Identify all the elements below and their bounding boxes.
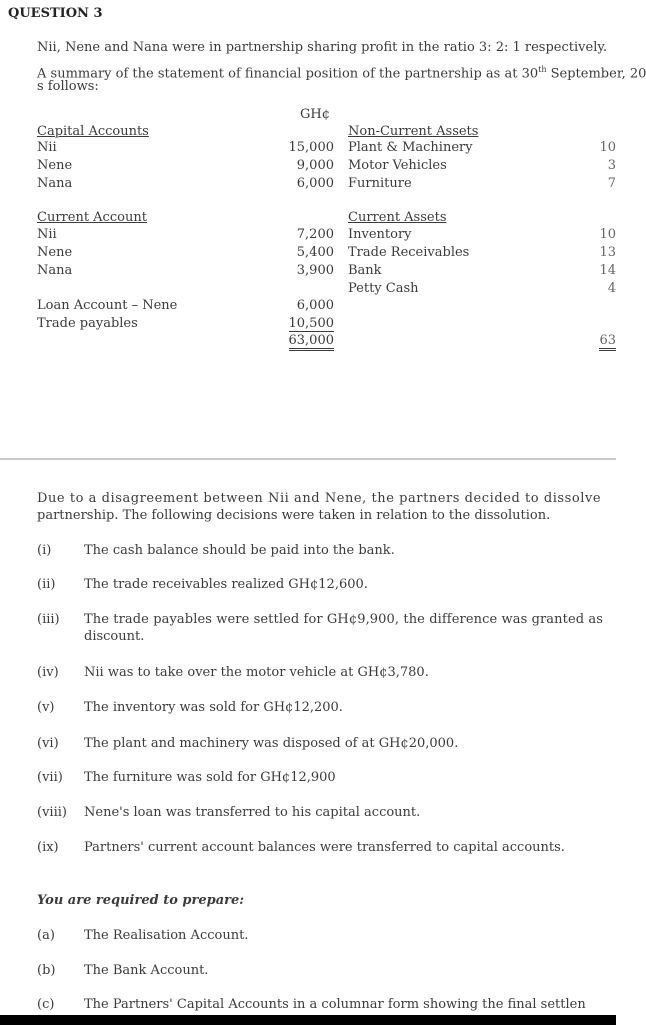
- current-name-nii: Nii: [37, 227, 57, 242]
- loan-account-label: Loan Account – Nene: [37, 298, 178, 313]
- intro-line-3: s follows:: [37, 79, 99, 94]
- current-assets-heading: Current Assets: [348, 210, 447, 225]
- trade-payables-amount: 10,500: [288, 316, 334, 331]
- capital-accounts-heading: Capital Accounts: [37, 124, 149, 139]
- ca-bank: Bank: [348, 263, 382, 278]
- item-text-vii: The furniture was sold for GH¢12,900: [84, 770, 336, 785]
- ca-receivables-amount: 13: [599, 245, 616, 260]
- nca-motor-vehicles: Motor Vehicles: [348, 158, 447, 173]
- non-current-assets-heading: Non-Current Assets: [348, 124, 479, 139]
- dissolution-intro-2: partnership. The following decisions were taken in relation to the dissolution.: [37, 508, 551, 523]
- currency-header: GH¢: [300, 107, 330, 122]
- item-text-viii: Nene's loan was transferred to his capital account.: [84, 805, 421, 820]
- intro-line-1: Nii, Nene and Nana were in partnership sharing profit in the ratio 3: 2: 1 respectively.: [37, 40, 608, 55]
- required-num-a: (a): [37, 928, 55, 943]
- item-text-i: The cash balance should be paid into the bank.: [84, 543, 395, 558]
- item-text-ix: Partners' current account balances were transferred to capital accounts.: [84, 840, 565, 855]
- total-liabilities: 63,000: [264, 333, 334, 348]
- item-text-v: The inventory was sold for GH¢12,200.: [84, 700, 343, 715]
- nca-plant-amount: 10: [599, 140, 616, 155]
- capital-amount-nana: 6,000: [296, 176, 334, 191]
- ca-inventory: Inventory: [348, 227, 412, 242]
- statement-section: [0, 0, 646, 458]
- ca-bank-amount: 14: [599, 263, 616, 278]
- current-name-nana: Nana: [37, 263, 73, 278]
- capital-amount-nii: 15,000: [288, 140, 334, 155]
- current-account-heading: Current Account: [37, 210, 147, 225]
- item-text-iii: The trade payables were settled for GH¢9,900, the difference was granted as: [84, 612, 604, 627]
- required-text-b: The Bank Account.: [84, 963, 209, 978]
- item-num-iii: (iii): [37, 612, 60, 627]
- item-num-iv: (iv): [37, 665, 59, 680]
- required-num-b: (b): [37, 963, 56, 978]
- item-num-vii: (vii): [37, 770, 63, 785]
- current-amount-nana: 3,900: [296, 263, 334, 278]
- loan-account-amount: 6,000: [296, 298, 334, 313]
- item-num-ii: (ii): [37, 577, 56, 592]
- intro-line-2: A summary of the statement of financial position of the partnership as at 30th September, 20: [37, 65, 646, 82]
- ca-inventory-amount: 10: [599, 227, 616, 242]
- item-text-iii-cont: discount.: [84, 629, 145, 644]
- item-num-i: (i): [37, 543, 52, 558]
- item-num-vi: (vi): [37, 736, 59, 751]
- bottom-black-bar: [0, 1015, 616, 1025]
- item-text-vi: The plant and machinery was disposed of at GH¢20,000.: [84, 736, 459, 751]
- capital-name-nene: Nene: [37, 158, 73, 173]
- item-text-iv: Nii was to take over the motor vehicle at GH¢3,780.: [84, 665, 429, 680]
- nca-furniture: Furniture: [348, 176, 412, 191]
- dissolution-intro-1: Due to a disagreement between Nii and Nene, the partners decided to dissolve: [37, 491, 602, 506]
- nca-plant-machinery: Plant & Machinery: [348, 140, 473, 155]
- current-amount-nii: 7,200: [296, 227, 334, 242]
- nca-motor-amount: 3: [607, 158, 616, 173]
- capital-name-nii: Nii: [37, 140, 57, 155]
- item-num-viii: (viii): [37, 805, 67, 820]
- required-text-a: The Realisation Account.: [84, 928, 249, 943]
- current-name-nene: Nene: [37, 245, 73, 260]
- required-heading: You are required to prepare:: [37, 893, 245, 908]
- trade-payables-label: Trade payables: [37, 316, 138, 331]
- ca-petty-cash: Petty Cash: [348, 281, 419, 296]
- dissolution-section: [0, 460, 616, 1015]
- question-title: QUESTION 3: [8, 6, 103, 21]
- required-num-c: (c): [37, 997, 55, 1012]
- required-text-c: The Partners' Capital Accounts in a columnar form showing the final settlen: [84, 997, 586, 1012]
- item-text-ii: The trade receivables realized GH¢12,600.: [84, 577, 368, 592]
- nca-furniture-amount: 7: [607, 176, 616, 191]
- capital-name-nana: Nana: [37, 176, 73, 191]
- capital-amount-nene: 9,000: [296, 158, 334, 173]
- item-num-ix: (ix): [37, 840, 59, 855]
- total-assets: 63: [580, 333, 616, 348]
- ca-petty-cash-amount: 4: [607, 281, 616, 296]
- ca-trade-receivables: Trade Receivables: [348, 245, 470, 260]
- current-amount-nene: 5,400: [296, 245, 334, 260]
- item-num-v: (v): [37, 700, 55, 715]
